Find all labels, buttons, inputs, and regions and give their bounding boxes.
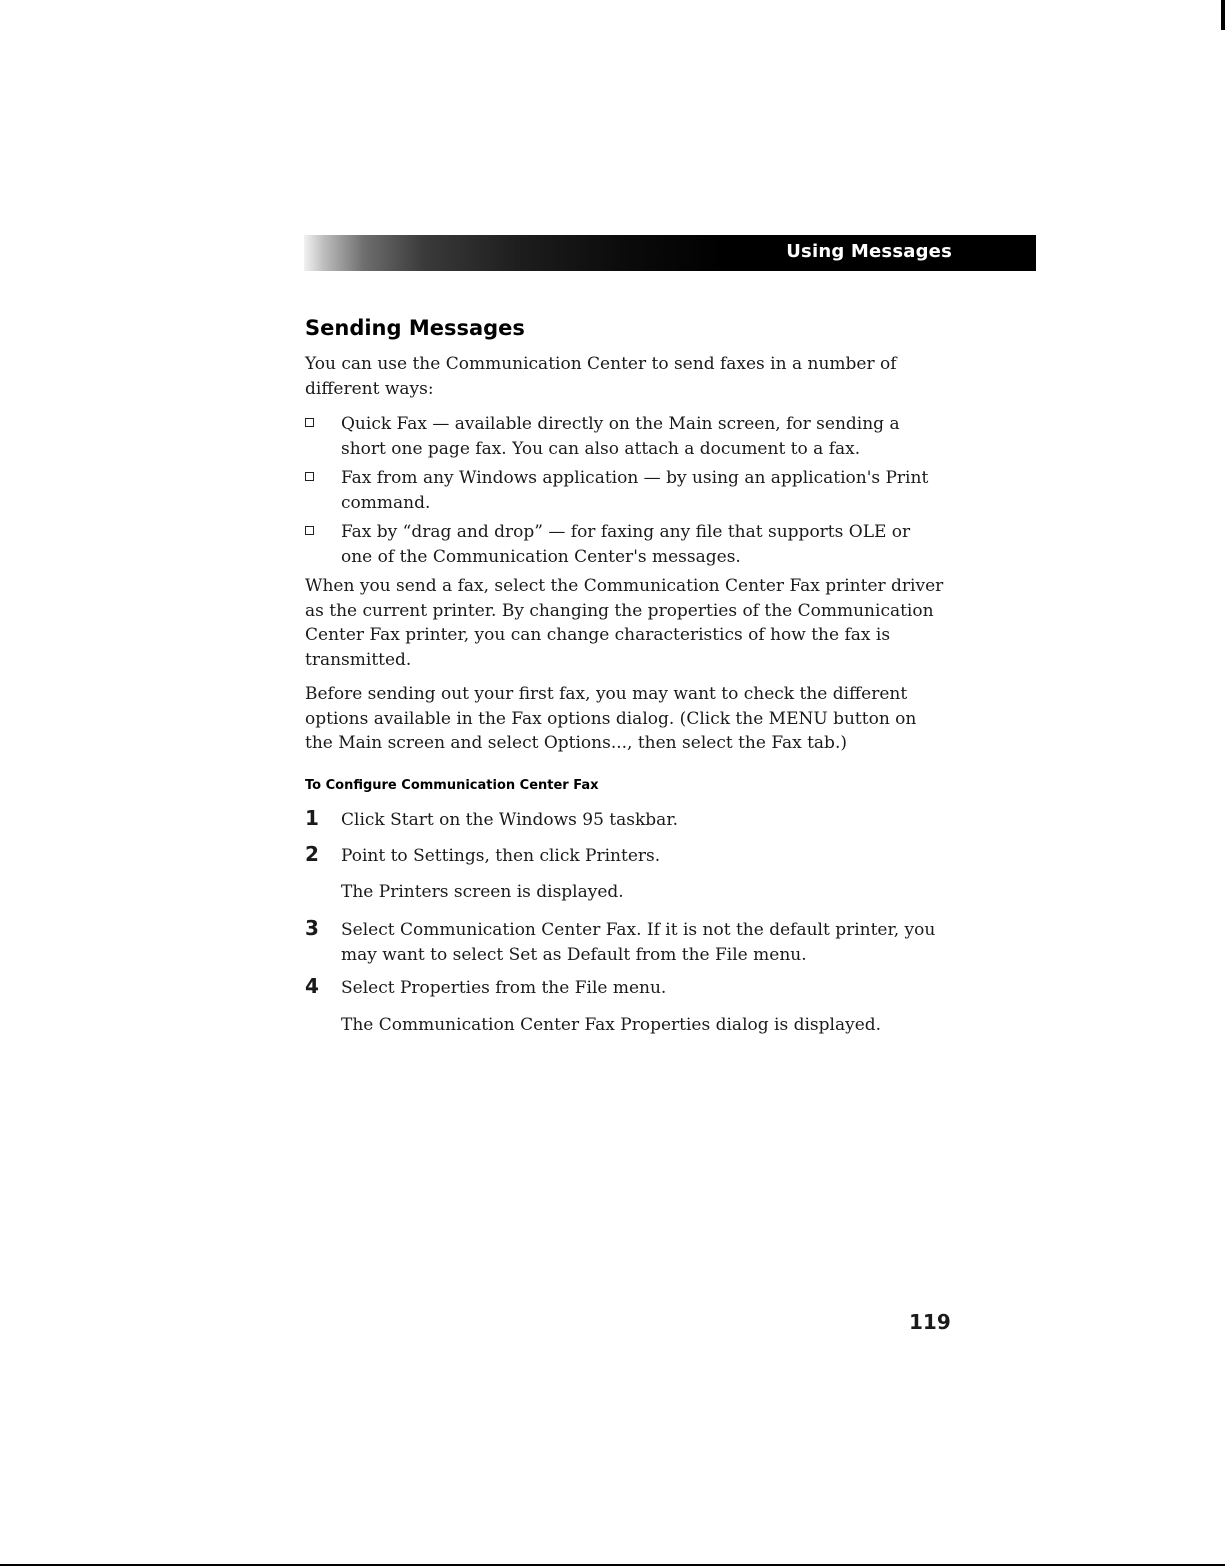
page-bottom-rule	[0, 1564, 1225, 1566]
step-number: 1	[305, 806, 319, 830]
step-result: The Printers screen is displayed.	[341, 882, 624, 902]
bullet-text: Quick Fax — available directly on the Main screen, for sending a short one page fax. You can also attach a document to a fax.	[341, 414, 900, 459]
step-text: Point to Settings, then click Printers.	[341, 846, 661, 866]
chapter-header-bar	[304, 235, 1036, 271]
body-paragraph-2: Before sending out your first fax, you may want to check the different options available in the Fax options dialog. (Click the MENU button on the Main screen and select Options..., then select the Fax tab.)	[305, 684, 917, 753]
page-number: 119	[909, 1310, 951, 1334]
chapter-header-title: Using Messages	[786, 241, 952, 262]
step-text: Select Communication Center Fax. If it is not the default printer, you may want to select Set as Default from the File menu.	[341, 920, 936, 965]
checkbox-bullet-icon	[305, 472, 314, 481]
checkbox-bullet-icon	[305, 418, 314, 427]
section-title: Sending Messages	[305, 316, 525, 340]
checkbox-bullet-icon	[305, 526, 314, 535]
body-paragraph-1: When you send a fax, select the Communication Center Fax printer driver as the current printer. By changing the properties of the Communication Center Fax printer, you can change characteristics of how the fax is transmitted.	[305, 576, 944, 670]
step-text: Select Properties from the File menu.	[341, 978, 667, 998]
procedure-title: To Configure Communication Center Fax	[305, 778, 599, 793]
step-number: 2	[305, 842, 319, 866]
step-number: 4	[305, 974, 319, 998]
page-edge-mark	[1221, 0, 1225, 30]
intro-paragraph: You can use the Communication Center to send faxes in a number of different ways:	[305, 354, 897, 399]
step-text: Click Start on the Windows 95 taskbar.	[341, 810, 678, 830]
bullet-text: Fax by “drag and drop” — for faxing any file that supports OLE or one of the Communication Center's messages.	[341, 522, 911, 567]
step-result: The Communication Center Fax Properties dialog is displayed.	[341, 1015, 882, 1035]
bullet-text: Fax from any Windows application — by using an application's Print command.	[341, 468, 929, 513]
step-number: 3	[305, 916, 319, 940]
